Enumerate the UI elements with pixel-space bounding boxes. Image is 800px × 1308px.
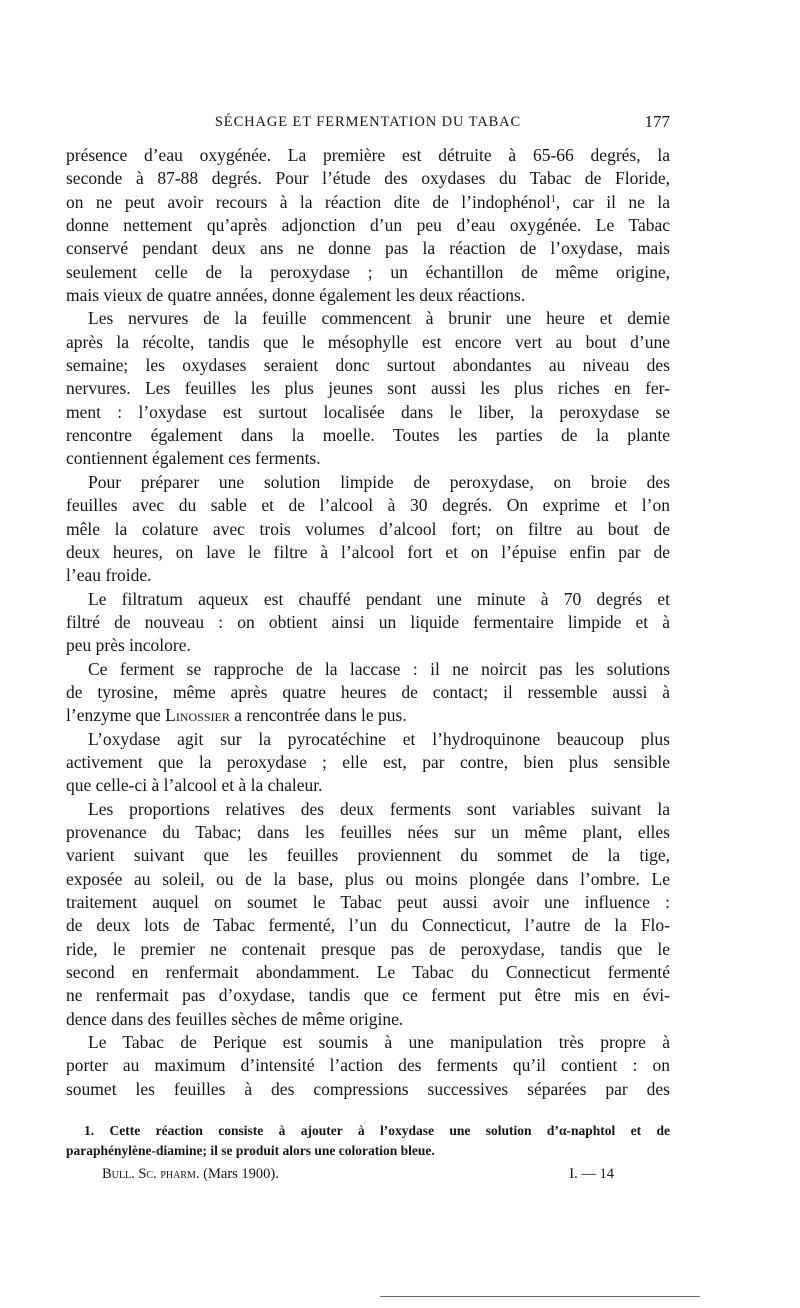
running-title: SÉCHAGE ET FERMENTATION DU TABAC <box>214 114 522 130</box>
text-line: après la récolte, tandis que le mésophylle est encore vert au bout d’une <box>66 331 670 352</box>
text-line: mêle la colature avec trois volumes d’alcool fort; on filtre au bout de <box>66 518 670 539</box>
footnote-line: paraphénylène-diamine; il se produit alors une coloration bleue. <box>66 1143 435 1158</box>
text-line: varient suivant que les feuilles proviennent du sommet de la tige, <box>66 845 670 866</box>
text-line: conservé pendant deux ans ne donne pas la réaction de l’oxydase, mais <box>66 238 670 259</box>
footnote-text: Cette réaction consiste à ajouter à l’oxydase une solution d’α-naphtol et de <box>109 1123 670 1138</box>
text-line: ment : l’oxydase est surtout localisée dans le liber, la peroxydase se <box>66 401 670 422</box>
text-line: exposée au soleil, ou de la base, plus ou moins plongée dans l’ombre. Le <box>66 868 670 889</box>
text-line: ne renfermait pas d’oxydase, tandis que ce ferment put être mis en évi- <box>66 985 670 1006</box>
author-name: Linossier <box>165 705 230 726</box>
text-line: soumet les feuilles à des compressions successives séparées par des <box>66 1078 670 1099</box>
text-line: seulement celle de la peroxydase ; un échantillon de même origine, <box>66 261 670 282</box>
page-footer <box>84 1166 624 1188</box>
text-line: rencontre également dans la moelle. Toutes les parties de la plante <box>66 425 670 446</box>
bottom-rule <box>380 1296 700 1297</box>
text-line: second en renfermait abondamment. Le Tabac du Connecticut fermenté <box>66 962 670 983</box>
text-line: dence dans des feuilles sèches de même origine. <box>66 1008 404 1029</box>
text-segment: , car il ne la <box>555 191 670 212</box>
text-line: de deux lots de Tabac fermenté, l’un du Connecticut, l’autre de la Flo- <box>66 915 670 936</box>
paragraph-8 <box>66 1031 670 1101</box>
text-line: Les proportions relatives des deux ferments sont variables suivant la <box>88 798 670 819</box>
text-line: provenance du Tabac; dans les feuilles nées sur un même plant, elles <box>66 821 670 842</box>
text-line: que celle-ci à l’alcool et à la chaleur. <box>66 775 323 796</box>
text-line: seconde à 87-88 degrés. Pour l’étude des oxydases du Tabac de Floride, <box>66 168 670 189</box>
page-number: 177 <box>644 112 670 131</box>
text-line-with-footnote-ref <box>66 191 670 214</box>
text-line: semaine; les oxydases seraient donc surtout abondantes au niveau des <box>66 355 670 376</box>
footnote-marker: 1. <box>84 1123 95 1138</box>
text-line: activement que la peroxydase ; elle est, par contre, bien plus sensible <box>66 751 670 772</box>
text-line: mais vieux de quatre années, donne également les deux réactions. <box>66 285 526 306</box>
text-segment: on ne peut avoir recours à la réaction dite de l’indophénol <box>66 191 551 212</box>
text-line: présence d’eau oxygénée. La première est détruite à 65-66 degrés, la <box>66 145 670 165</box>
journal-issue: (Mars 1900). <box>203 1166 279 1182</box>
paragraph-7 <box>66 798 670 1031</box>
paragraph-1 <box>66 144 670 307</box>
text-line: contiennent également ces ferments. <box>66 448 321 469</box>
paragraph-6 <box>66 728 670 798</box>
text-line: l’eau froide. <box>66 565 152 586</box>
text-line: filtré de nouveau : on obtient ainsi un liquide fermentaire limpide et à <box>66 611 670 632</box>
text-line: de tyrosine, même après quatre heures de contact; il ressemble aussi à <box>66 681 670 702</box>
text-line: Le filtratum aqueux est chauffé pendant une minute à 70 degrés et <box>88 588 670 609</box>
text-line: Ce ferment se rapproche de la laccase : il ne noircit pas les solutions <box>88 658 670 679</box>
body-text <box>66 144 670 1101</box>
paragraph-2 <box>66 307 670 470</box>
journal-abbrev: Bull. Sc. pharm. <box>102 1166 200 1182</box>
footnote <box>66 1121 670 1161</box>
text-line: ride, le premier ne contenait presque pas de peroxydase, tandis que le <box>66 938 670 959</box>
text-line: deux heures, on lave le filtre à l’alcool fort et on l’épuise enfin par de <box>66 541 670 562</box>
text-segment: a rencontrée dans le pus. <box>229 705 407 726</box>
text-line: feuilles avec du sable et de l’alcool à 30 degrés. On exprime et l’on <box>66 495 670 516</box>
text-segment: l’enzyme que <box>66 705 166 726</box>
running-head <box>66 112 670 134</box>
text-line: L’oxydase agit sur la pyrocatéchine et l’hydroquinone beaucoup plus <box>88 728 670 749</box>
text-line: donne nettement qu’après adjonction d’un peu d’eau oxygénée. Le Tabac <box>66 215 670 236</box>
signature-mark: I. — 14 <box>569 1166 614 1182</box>
paragraph-4 <box>66 588 670 658</box>
text-line: traitement auquel on soumet le Tabac peut aussi avoir une influence : <box>66 892 670 912</box>
text-line-with-author-name <box>66 704 670 727</box>
text-line: porter au maximum d’intensité l’action des ferments qu’il contient : on <box>66 1055 670 1076</box>
text-line: Le Tabac de Perique est soumis à une manipulation très propre à <box>88 1032 670 1053</box>
text-line: Pour préparer une solution limpide de peroxydase, on broie des <box>88 471 670 492</box>
paragraph-5 <box>66 658 670 728</box>
text-line: nervures. Les feuilles les plus jeunes sont aussi les plus riches en fer- <box>66 378 670 399</box>
footnote-line <box>66 1121 670 1141</box>
footnote-reference: 1 <box>550 193 556 205</box>
text-line: peu près incolore. <box>66 635 191 656</box>
journal-citation <box>102 1166 279 1183</box>
text-line: Les nervures de la feuille commencent à brunir une heure et demie <box>88 308 670 329</box>
paragraph-3 <box>66 471 670 588</box>
